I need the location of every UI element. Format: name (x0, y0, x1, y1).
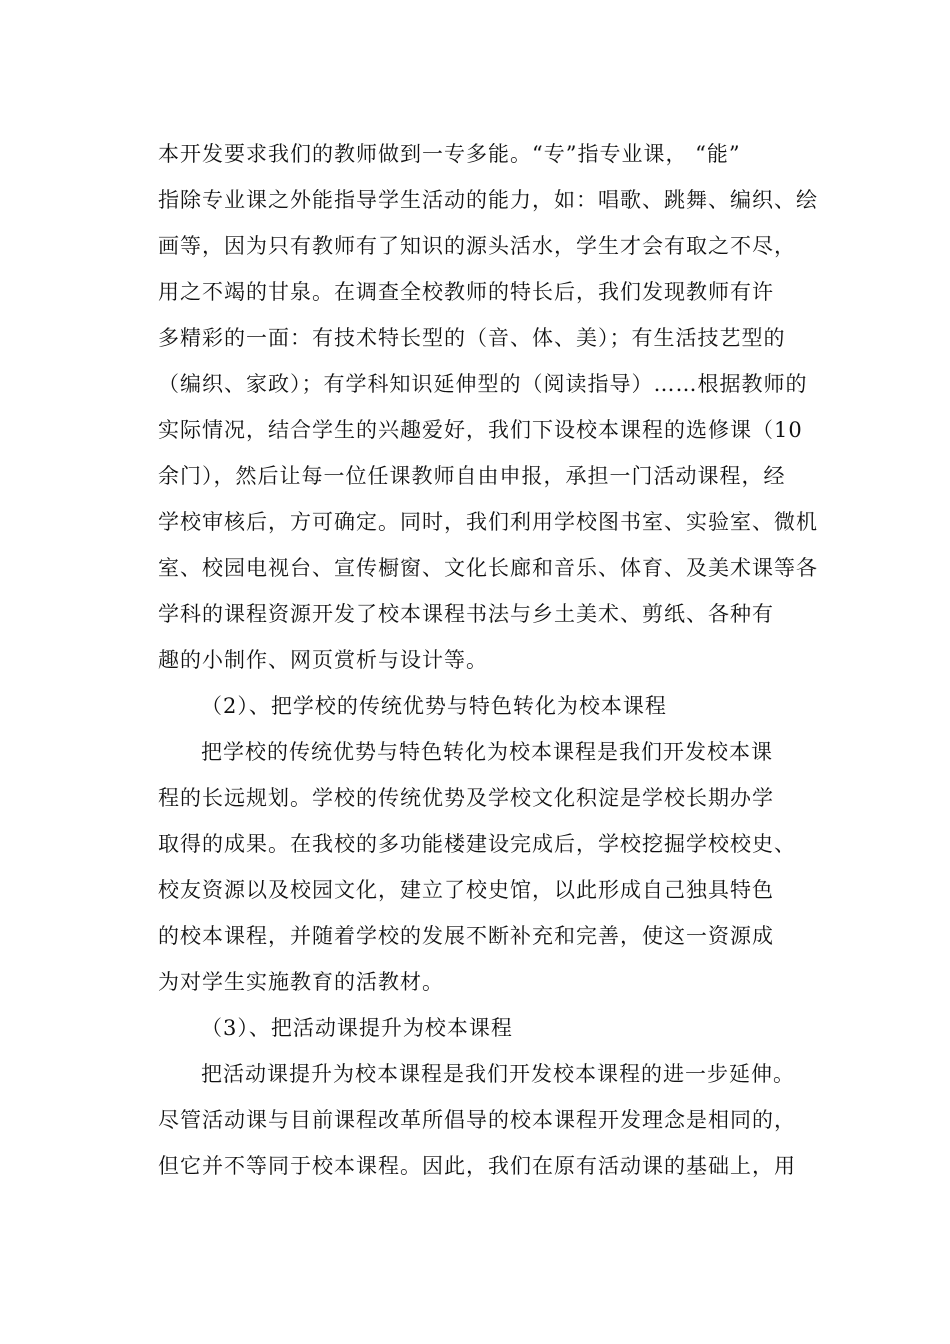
text-line: 室、校园电视台、宣传橱窗、文化长廊和音乐、体育、及美术课等各 (158, 556, 818, 580)
text-line: 指除专业课之外能指导学生活动的能力，如：唱歌、跳舞、编织、绘 (158, 188, 818, 212)
text-line: 余门），然后让每一位任课教师自由申报，承担一门活动课程，经 (158, 464, 786, 488)
text-line: 为对学生实施教育的活教材。 (158, 970, 444, 994)
text-line: 学科的课程资源开发了校本课程书法与乡土美术、剪纸、各种有 (158, 602, 774, 626)
text-line: 用之不竭的甘泉。在调查全校教师的特长后，我们发现教师有许 (158, 280, 774, 304)
text-line: 的校本课程，并随着学校的发展不断补充和完善，使这一资源成 (158, 924, 774, 948)
text-line: 但它并不等同于校本课程。因此，我们在原有活动课的基础上，用 (158, 1154, 796, 1178)
section-heading-3: （3）、把活动课提升为校本课程 (201, 1016, 513, 1040)
text-line: 学校审核后，方可确定。同时，我们利用学校图书室、实验室、微机 (158, 510, 818, 534)
text-line: 画等，因为只有教师有了知识的源头活水，学生才会有取之不尽， (158, 234, 796, 258)
paragraph-first-line: 把学校的传统优势与特色转化为校本课程是我们开发校本课 (201, 740, 773, 764)
text-line: 本开发要求我们的教师做到一专多能。“专”指专业课， “能” (158, 142, 741, 166)
text-line: 实际情况，结合学生的兴趣爱好，我们下设校本课程的选修课（10 (158, 418, 803, 442)
text-line: 校友资源以及校园文化，建立了校史馆，以此形成自己独具特色 (158, 878, 774, 902)
text-line: 程的长远规划。学校的传统优势及学校文化积淀是学校长期办学 (158, 786, 774, 810)
text-line: 尽管活动课与目前课程改革所倡导的校本课程开发理念是相同的， (158, 1108, 796, 1132)
text-line: 多精彩的一面：有技术特长型的（音、体、美）；有生活技艺型的 (158, 326, 786, 350)
paragraph-first-line: 把活动课提升为校本课程是我们开发校本课程的进一步延伸。 (201, 1062, 795, 1086)
section-heading-2: （2）、把学校的传统优势与特色转化为校本课程 (201, 694, 667, 718)
text-line: 趣的小制作、网页赏析与设计等。 (158, 648, 488, 672)
text-line: （编织、家政）；有学科知识延伸型的（阅读指导）……根据教师的 (158, 372, 808, 396)
text-line: 取得的成果。在我校的多功能楼建设完成后，学校挖掘学校校史、 (158, 832, 796, 856)
